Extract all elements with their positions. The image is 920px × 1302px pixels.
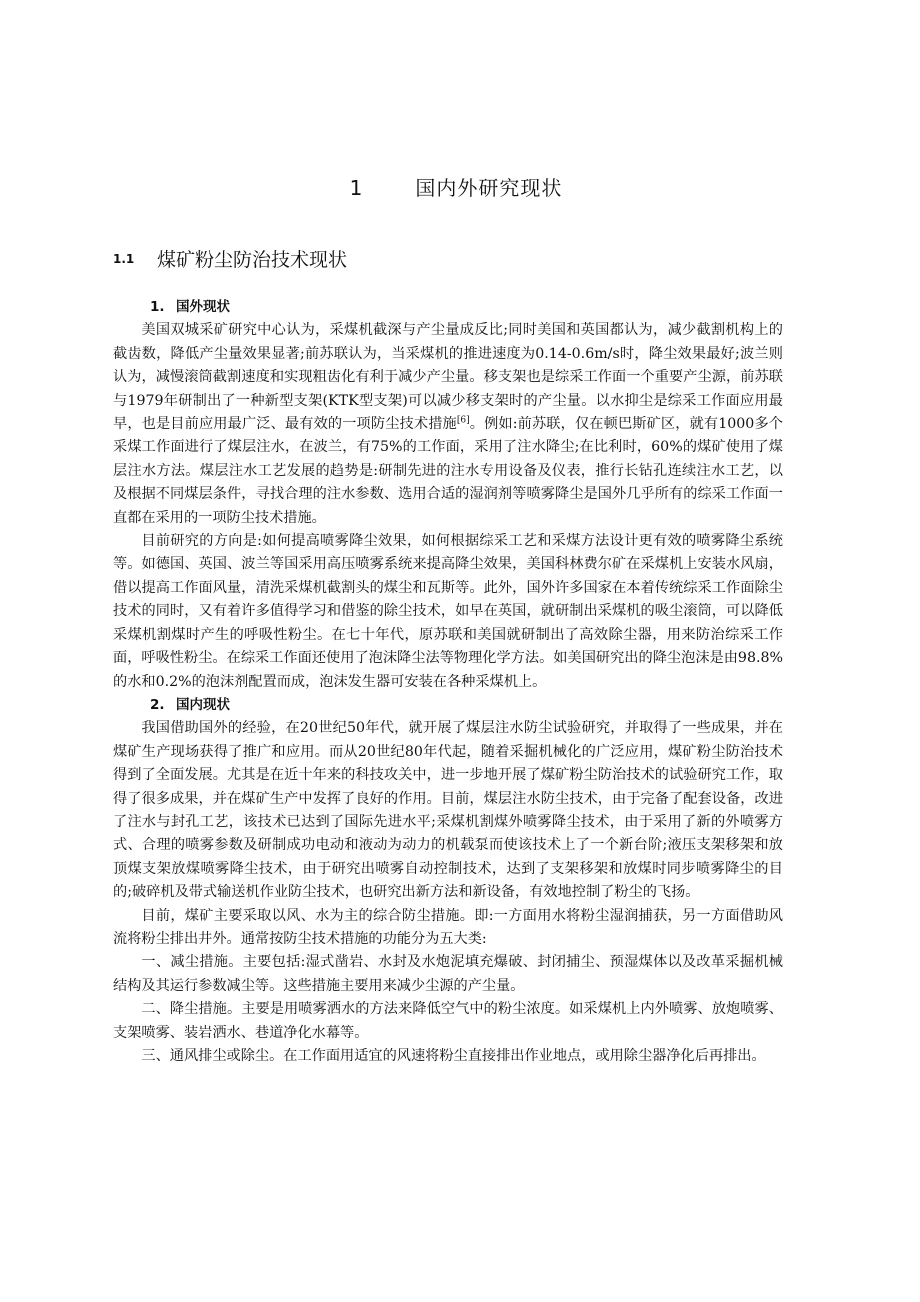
subsection-number: 2. [150,696,165,713]
section-title-text: 煤矿粉尘防治技术现状 [157,249,348,271]
subsection-heading-foreign [113,296,783,319]
paragraph: 一、减尘措施。主要包括:湿式凿岩、水封及水炮泥填充爆破、封闭捕尘、预湿煤体以及改革采掘机械结构及其运行参数减尘等。这些措施主要用来减少尘源的产尘量。 [113,954,783,994]
subsection-number: 1. [150,299,165,315]
section-number: 1.1 [113,251,135,266]
body-text [113,296,783,1068]
paragraph [113,319,783,530]
paragraph: 目前，煤矿主要采取以风、水为主的综合防尘措施。即:一方面用水将粉尘湿润捕获，另一方面借助风流将粉尘排出井外。通常按防尘技术措施的功能分为五大类: [113,907,783,947]
subsection-title: 国外现状 [176,299,230,315]
paragraph-text: 。例如:前苏联，仅在顿巴斯矿区，就有1000多个采煤工作面进行了煤层注水，在波兰，有75%的工作面，采用了注水降尘;在比利时，60%的煤矿使用了煤层注水方法。煤层注水工艺发展的趋势是:研制先进的注水专用设备及仪表，推行长钻孔连续注水工艺，以及根据不同煤层条件，寻找合理的注水参数、选用合适的湿润剂等喷雾降尘是国外几乎所有的综采工作面一直都在采用的一项防尘技术措施。 [113,416,783,526]
paragraph-text: 美国双城采矿研究中心认为，采煤机截深与产尘量成反比;同时美国和英国都认为，减少截割机构上的截齿数，降低产尘量效果显著;前苏联认为，当采煤机的推进速度为0.14-0.6m/s时，降尘效果最好;波兰则认为，减慢滚筒截割速度和实现粗齿化有利于减少产尘量。移支架也是综采工作面一个重要产尘源，前苏联与1979年研制出了一种新型支架(KTK型支架)可以减少移支架时的产尘量。以水抑尘是综采工作面应用最早，也是目前应用最广泛、最有效的一项防尘技术措施 [113,322,783,433]
citation: [6] [456,415,470,426]
subsection-title: 国内现状 [176,696,230,713]
paragraph: 目前研究的方向是:如何提高喷雾降尘效果，如何根据综采工艺和采煤方法设计更有效的喷雾降尘系统等。如德国、英国、波兰等国采用高压喷雾系统来提高降尘效果，美国科林费尔矿在采煤机上安装水风扇，借以提高工作面风量，清洗采煤机截割头的煤尘和瓦斯等。此外，国外许多国家在本着传统综采工作面除尘技术的同时，又有着许多值得学习和借鉴的除尘技术，如早在英国，就研制出采煤机的吸尘滚筒，可以降低采煤机割煤时产生的呼吸性粉尘。在七十年代，原苏联和美国就研制出了高效除尘器，用来防治综采工作面，呼吸性粉尘。在综采工作面还使用了泡沫降尘法等物理化学方法。如美国研究出的降尘泡沫是由98.8%的水和0.2%的泡沫剂配置而成，泡沫发生器可安装在各种采煤机上。 [113,533,783,690]
subsection-heading-domestic [113,694,783,717]
chapter-number: 1 [349,176,364,200]
section-title [113,245,347,272]
paragraph: 三、通风排尘或除尘。在工作面用适宜的风速将粉尘直接排出作业地点，或用除尘器净化后再排出。 [141,1048,766,1064]
chapter-title-text: 国内外研究现状 [415,176,563,200]
paragraph: 二、降尘措施。主要是用喷雾洒水的方法来降低空气中的粉尘浓度。如采煤机上内外喷雾、放炮喷雾、支架喷雾、装岩洒水、巷道净化水幕等。 [113,1001,783,1041]
paragraph: 我国借助国外的经验，在20世纪50年代，就开展了煤层注水防尘试验研究，并取得了一些成果，并在煤矿生产现场获得了推广和应用。而从20世纪80年代起，随着采掘机械化的广泛应用，煤矿粉尘防治技术得到了全面发展。尤其是在近十年来的科技攻关中，进一步地开展了煤矿粉尘防治技术的试验研究工作，取得了很多成果，并在煤矿生产中发挥了良好的作用。目前，煤层注水防尘技术，由于完备了配套设备，改进了注水与封孔工艺，该技术已达到了国际先进水平;采煤机割煤外喷雾降尘技术，由于采用了新的外喷雾方式、合理的喷雾参数及研制成功电动和液动为动力的机载泵而使该技术上了一个新台阶;液压支架移架和放顶煤支架放煤喷雾降尘技术，由于研究出喷雾自动控制技术，达到了支架移架和放煤时同步喷雾降尘的目的;破碎机及带式输送机作业防尘技术，也研究出新方法和新设备，有效地控制了粉尘的飞扬。 [113,720,783,901]
chapter-title [0,172,920,201]
